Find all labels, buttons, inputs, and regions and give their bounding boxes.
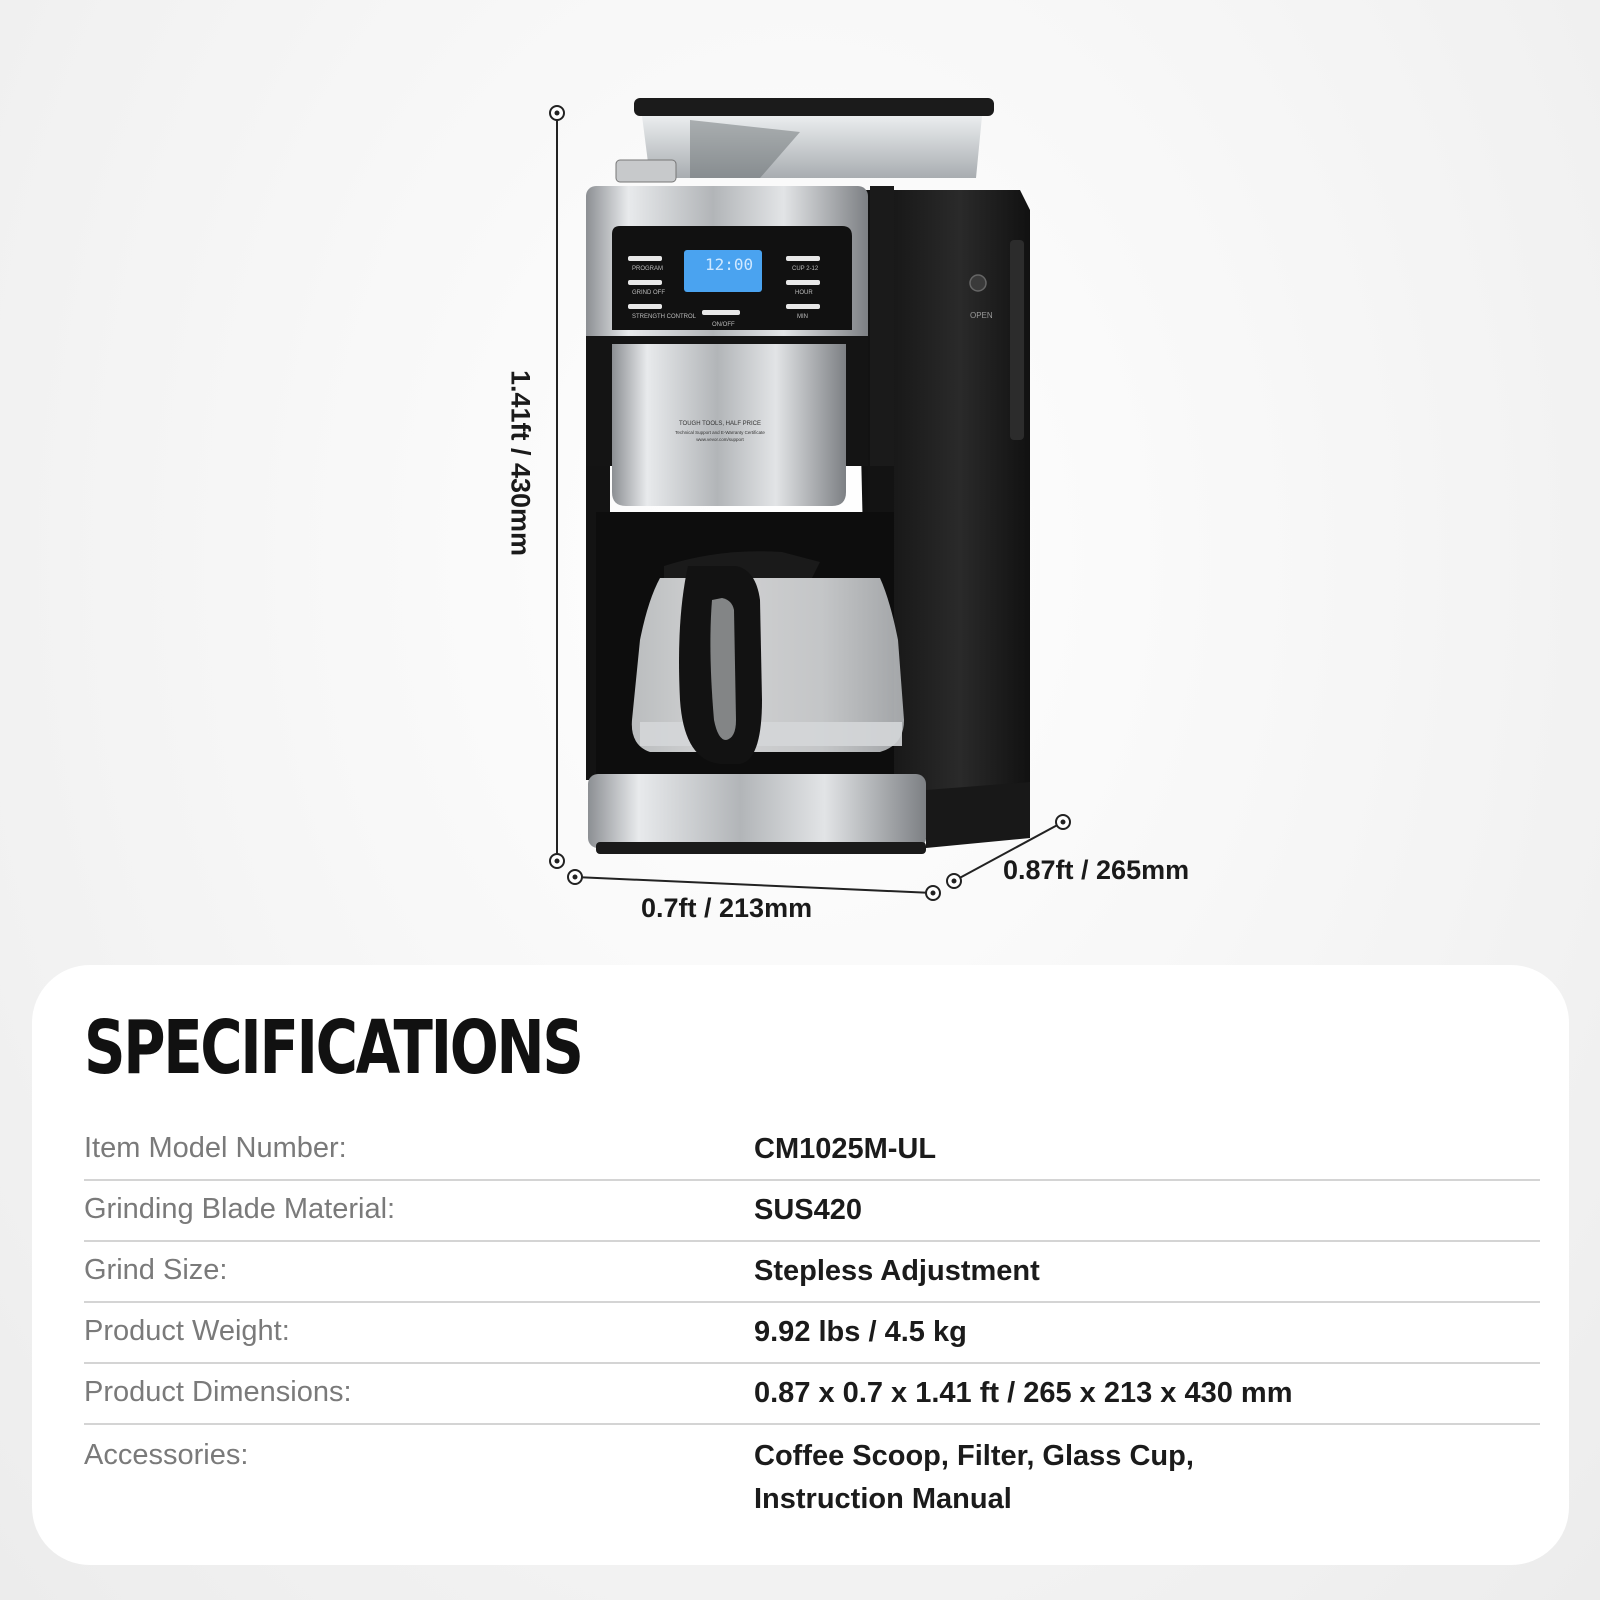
svg-text:CUP 2-12: CUP 2-12 <box>792 266 819 272</box>
spec-value: 9.92 lbs / 4.5 kg <box>754 1316 967 1348</box>
spec-row-accessories <box>84 1425 1540 1521</box>
svg-text:Technical Support and E-Warran: Technical Support and E-Warranty Certificate <box>675 430 765 435</box>
svg-text:ON/OFF: ON/OFF <box>712 322 735 328</box>
spec-label: Product Dimensions: <box>84 1376 352 1408</box>
spec-label: Product Weight: <box>84 1315 290 1347</box>
grind-dial <box>616 160 676 182</box>
spec-row-blade-material <box>84 1181 1540 1242</box>
water-level-window <box>1010 240 1024 440</box>
spec-row-dimensions <box>84 1364 1540 1425</box>
spec-row-grind-size <box>84 1242 1540 1303</box>
svg-text:GRIND OFF: GRIND OFF <box>632 290 665 296</box>
hopper-lid <box>634 98 994 116</box>
svg-text:PROGRAM: PROGRAM <box>632 266 664 272</box>
depth-dimension-label: 0.87ft / 265mm <box>1003 855 1190 885</box>
accessories-line-2: Instruction Manual <box>754 1483 1012 1515</box>
spec-label: Accessories: <box>84 1439 249 1471</box>
lcd-time: 12:00 <box>705 255 754 274</box>
height-dimension-label: 1.41ft / 430mm <box>505 369 536 557</box>
open-label: OPEN <box>970 311 993 320</box>
spec-value <box>754 1435 1194 1521</box>
spec-row-weight <box>84 1303 1540 1364</box>
spec-value: 0.87 x 0.7 x 1.41 ft / 265 x 213 x 430 mm <box>754 1377 1293 1409</box>
specifications-title: SPECIFICATIONS <box>84 1005 582 1091</box>
spec-label: Item Model Number: <box>84 1132 347 1164</box>
spec-label: Grinding Blade Material: <box>84 1193 396 1225</box>
spec-label: Grind Size: <box>84 1254 228 1286</box>
svg-text:STRENGTH CONTROL: STRENGTH CONTROL <box>632 314 697 320</box>
svg-text:HOUR: HOUR <box>795 290 813 296</box>
spec-value: CM1025M-UL <box>754 1133 937 1165</box>
svg-text:MIN: MIN <box>797 314 808 320</box>
spec-value: SUS420 <box>754 1194 863 1226</box>
spec-table <box>84 1120 1540 1521</box>
warming-base <box>588 774 926 848</box>
spec-row-model <box>84 1120 1540 1181</box>
plate-slogan: TOUGH TOOLS, HALF PRICE <box>678 421 762 427</box>
spec-value: Stepless Adjustment <box>754 1255 1040 1287</box>
svg-text:www.vevor.com/support: www.vevor.com/support <box>696 437 744 442</box>
width-dimension-label: 0.7ft / 213mm <box>641 893 813 923</box>
open-button-icon <box>970 275 986 291</box>
specifications-card <box>32 965 1569 1565</box>
accessories-line-1: Coffee Scoop, Filter, Glass Cup, <box>754 1440 1194 1472</box>
